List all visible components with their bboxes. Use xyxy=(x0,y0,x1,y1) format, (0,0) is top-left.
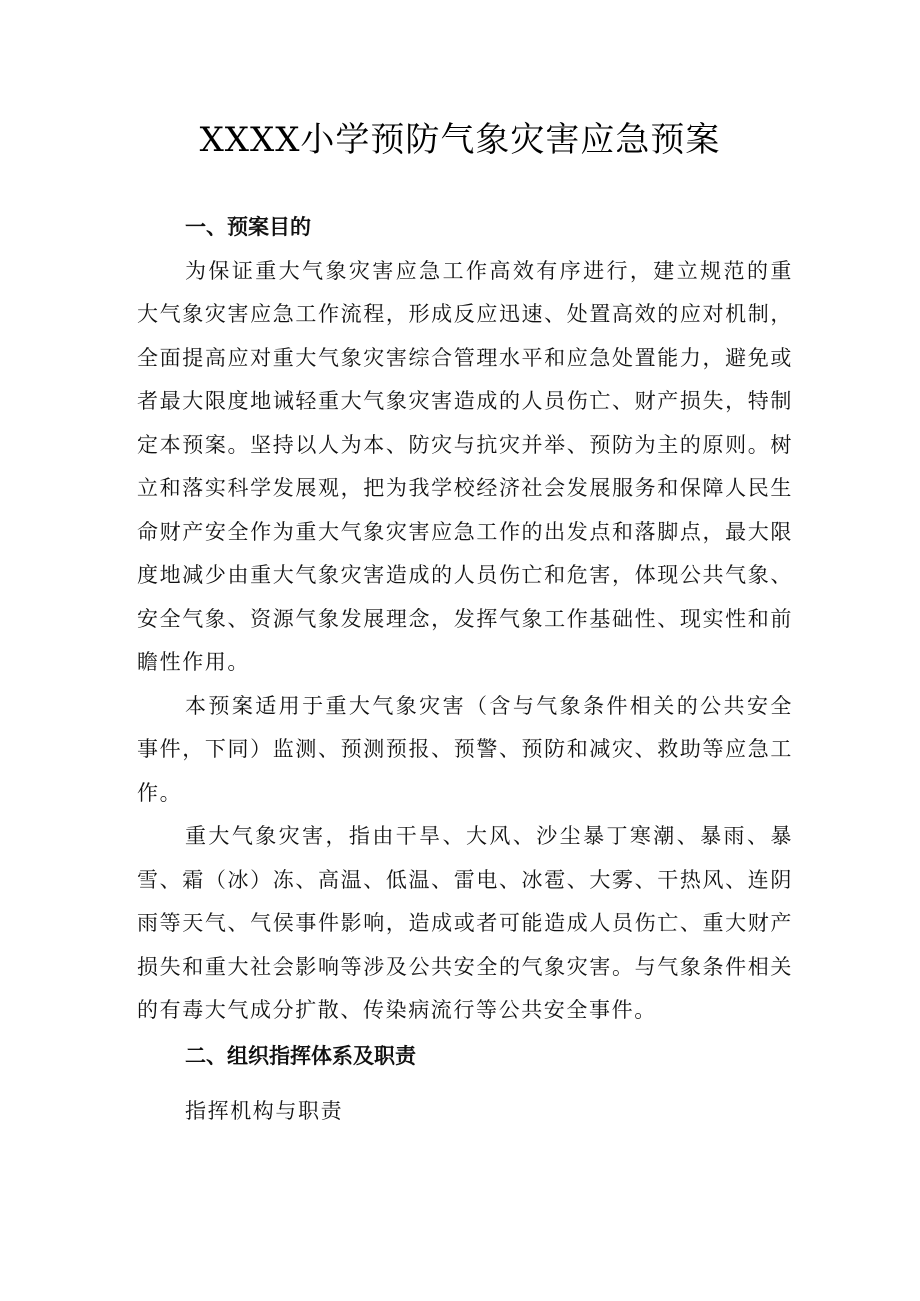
section-heading-organization: 二、组织指挥体系及职责 xyxy=(185,1043,416,1068)
paragraph-purpose: 为保证重大气象灾害应急工作高效有序进行，建立规范的重大气象灾害应急工作流程，形成反应迅速、处置高效的应对机制，全面提高应对重大气象灾害综合管理水平和应急处置能力，避免或者最大限度地诫轻重大气象灾害造成的人员伤亡、财产损失，特制定本预案。坚持以人为本、防灾与抗灾并举、预防为主的原则。树立和落实科学发展观，把为我学校经济社会发展服务和保障人民生命财产安全作为重大气象灾害应急工作的出发点和落脚点，最大限度地减少由重大气象灾害造成的人员伤亡和危害，体现公共气象、安全气象、资源气象发展理念，发挥气象工作基础性、现实性和前瞻性作用。 xyxy=(137,258,793,674)
document-body xyxy=(137,206,793,1134)
subheading-command-structure: 指挥机构与职责 xyxy=(185,1099,344,1123)
paragraph-scope: 本预案适用于重大气象灾害（含与气象条件相关的公共安全事件，下同）监测、预测预报、预警、预防和减灾、救助等应急工作。 xyxy=(137,693,793,805)
document-title: XXXX小学预防气象灾害应急预案 xyxy=(199,120,721,160)
section-heading-purpose: 一、预案目的 xyxy=(185,215,311,239)
paragraph-definition: 重大气象灾害，指由干旱、大风、沙尘暴丁寒潮、暴雨、暴雪、霜（冰）冻、高温、低温、雷电、冰雹、大雾、干热风、连阴雨等天气、气侯事件影响，造成或者可能造成人员伤亡、重大财产损失和重大社会影响等涉及公共安全的气象灾害。与气象条件相关的有毒大气成分扩散、传染病流行等公共安全事件。 xyxy=(137,824,793,1022)
